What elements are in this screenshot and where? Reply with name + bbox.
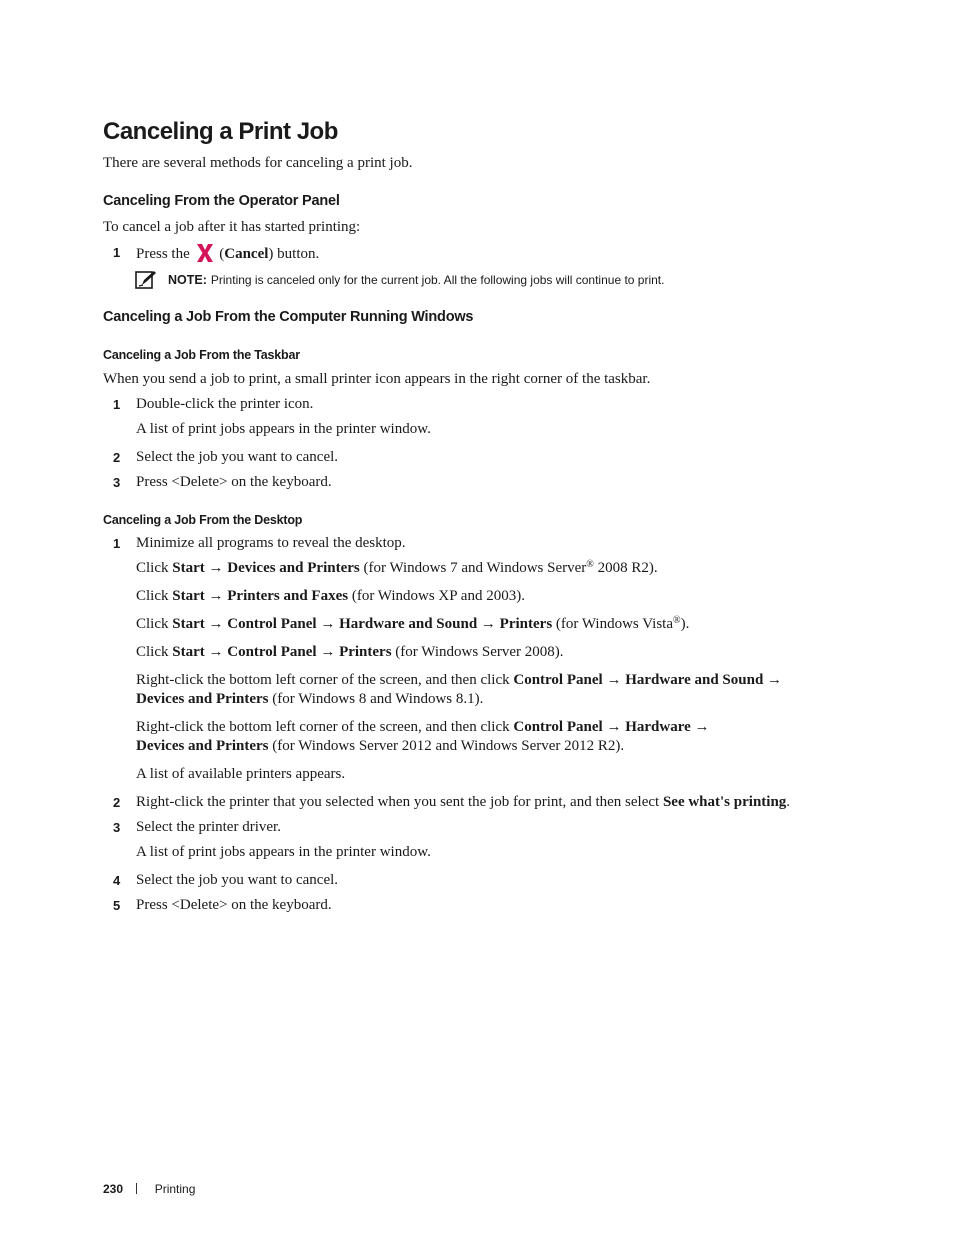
click-word: Click	[136, 616, 169, 632]
menu-hardware: Hardware	[625, 719, 691, 735]
note-pencil-icon	[135, 270, 157, 290]
subsection-heading-taskbar: Canceling a Job From the Taskbar	[103, 348, 300, 362]
desktop-step-1-server2012-line2	[136, 737, 624, 756]
step-number: 3	[113, 475, 121, 490]
desktop-step-1-server2012-line1	[136, 718, 709, 737]
intro-text: There are several methods for canceling a print job.	[103, 155, 413, 171]
menu-printers-and-faxes: Printers and Faxes	[227, 588, 349, 604]
cancel-x-icon	[196, 243, 214, 263]
step-number: 3	[113, 820, 121, 835]
desktop-step-1-vista	[136, 615, 689, 634]
instruction-text: Right-click the bottom left corner of the screen, and then click	[136, 672, 510, 688]
menu-start: Start	[172, 616, 205, 632]
menu-devices-and-printers: Devices and Printers	[136, 691, 269, 707]
desktop-step-1: Minimize all programs to reveal the desktop.	[136, 535, 406, 551]
operator-step-1	[136, 243, 319, 264]
menu-start: Start	[172, 644, 205, 660]
menu-hardware-and-sound: Hardware and Sound	[625, 672, 764, 688]
menu-hardware-and-sound: Hardware and Sound	[339, 616, 478, 632]
os-note: (for Windows 8 and Windows 8.1).	[272, 691, 484, 707]
menu-start: Start	[172, 560, 205, 576]
desktop-step-4: Select the job you want to cancel.	[136, 872, 339, 888]
menu-control-panel: Control Panel	[513, 719, 603, 735]
step-number: 4	[113, 873, 121, 888]
desktop-step-1-win8-line2	[136, 690, 483, 709]
menu-devices-and-printers: Devices and Printers	[136, 738, 269, 754]
os-note: (for Windows 7 and Windows Server	[363, 560, 587, 576]
menu-control-panel: Control Panel	[227, 644, 317, 660]
arrow: →	[767, 672, 783, 688]
step-number: 2	[113, 450, 121, 465]
desktop-step-3: Select the printer driver.	[136, 819, 281, 835]
desktop-step-1-win8-line1	[136, 671, 782, 690]
taskbar-step-2: Select the job you want to cancel.	[136, 449, 339, 465]
click-word: Click	[136, 644, 169, 660]
step-number: 5	[113, 898, 121, 913]
page-number: 230	[103, 1182, 124, 1196]
page-footer	[103, 1181, 195, 1197]
section-heading-operator-panel: Canceling From the Operator Panel	[103, 193, 340, 209]
taskbar-step-3: Press <Delete> on the keyboard.	[136, 474, 332, 490]
punctuation: .	[786, 794, 791, 810]
click-word: Click	[136, 588, 169, 604]
registered-mark: ®	[673, 615, 681, 626]
note-text: Printing is canceled only for the current job. All the following jobs will continue to print.	[210, 273, 665, 287]
arrow: →	[208, 644, 224, 660]
desktop-step-2	[136, 793, 790, 812]
arrow: →	[320, 616, 336, 632]
step-number: 1	[113, 245, 121, 260]
step-text: Press the	[136, 246, 190, 262]
menu-start: Start	[172, 588, 205, 604]
instruction-text: Right-click the bottom left corner of the screen, and then click	[136, 719, 510, 735]
step-number: 1	[113, 397, 121, 412]
taskbar-step-1-result: A list of print jobs appears in the printer window.	[136, 421, 431, 437]
registered-mark: ®	[586, 559, 594, 570]
os-note: (for Windows Server 2008).	[395, 644, 564, 660]
taskbar-lead: When you send a job to print, a small printer icon appears in the right corner of the taskbar.	[103, 371, 651, 387]
desktop-step-1-result: A list of available printers appears.	[136, 766, 346, 782]
menu-see-whats-printing: See what's printing	[662, 794, 787, 810]
arrow: →	[480, 616, 496, 632]
os-note: (for Windows Server 2012 and Windows Server 2012 R2).	[272, 738, 625, 754]
os-note: (for Windows XP and 2003).	[351, 588, 525, 604]
arrow: →	[208, 588, 224, 604]
cancel-button-label: Cancel	[224, 246, 269, 262]
os-note: (for Windows Vista	[555, 616, 674, 632]
arrow: →	[694, 719, 710, 735]
paren-close: )	[268, 246, 274, 262]
footer-separator	[136, 1183, 137, 1194]
paren-open: (	[219, 246, 225, 262]
arrow: →	[320, 644, 336, 660]
section-heading-windows: Canceling a Job From the Computer Running Windows	[103, 309, 474, 325]
arrow: →	[208, 560, 224, 576]
desktop-step-3-result: A list of print jobs appears in the printer window.	[136, 844, 431, 860]
os-note: 2008 R2).	[597, 560, 658, 576]
note-label: NOTE:	[168, 273, 207, 287]
instruction-text: Right-click the printer that you selected when you sent the job for print, and then select	[136, 794, 660, 810]
arrow: →	[208, 616, 224, 632]
menu-printers: Printers	[339, 644, 392, 660]
menu-printers: Printers	[499, 616, 553, 632]
os-note: ).	[680, 616, 690, 632]
step-text: button.	[277, 246, 320, 262]
step-number: 1	[113, 536, 121, 551]
menu-control-panel: Control Panel	[513, 672, 603, 688]
step-number: 2	[113, 795, 121, 810]
desktop-step-1-win7	[136, 559, 658, 578]
page-title: Canceling a Print Job	[103, 118, 338, 145]
taskbar-step-1: Double-click the printer icon.	[136, 396, 314, 412]
desktop-step-5: Press <Delete> on the keyboard.	[136, 897, 332, 913]
operator-panel-lead: To cancel a job after it has started printing:	[103, 219, 361, 235]
click-word: Click	[136, 560, 169, 576]
subsection-heading-desktop: Canceling a Job From the Desktop	[103, 513, 303, 527]
arrow: →	[606, 672, 622, 688]
footer-section: Printing	[154, 1182, 196, 1196]
desktop-step-1-winxp	[136, 587, 525, 606]
menu-devices-and-printers: Devices and Printers	[227, 560, 360, 576]
arrow: →	[606, 719, 622, 735]
menu-control-panel: Control Panel	[227, 616, 317, 632]
desktop-step-1-server2008	[136, 643, 564, 662]
note	[168, 271, 664, 289]
